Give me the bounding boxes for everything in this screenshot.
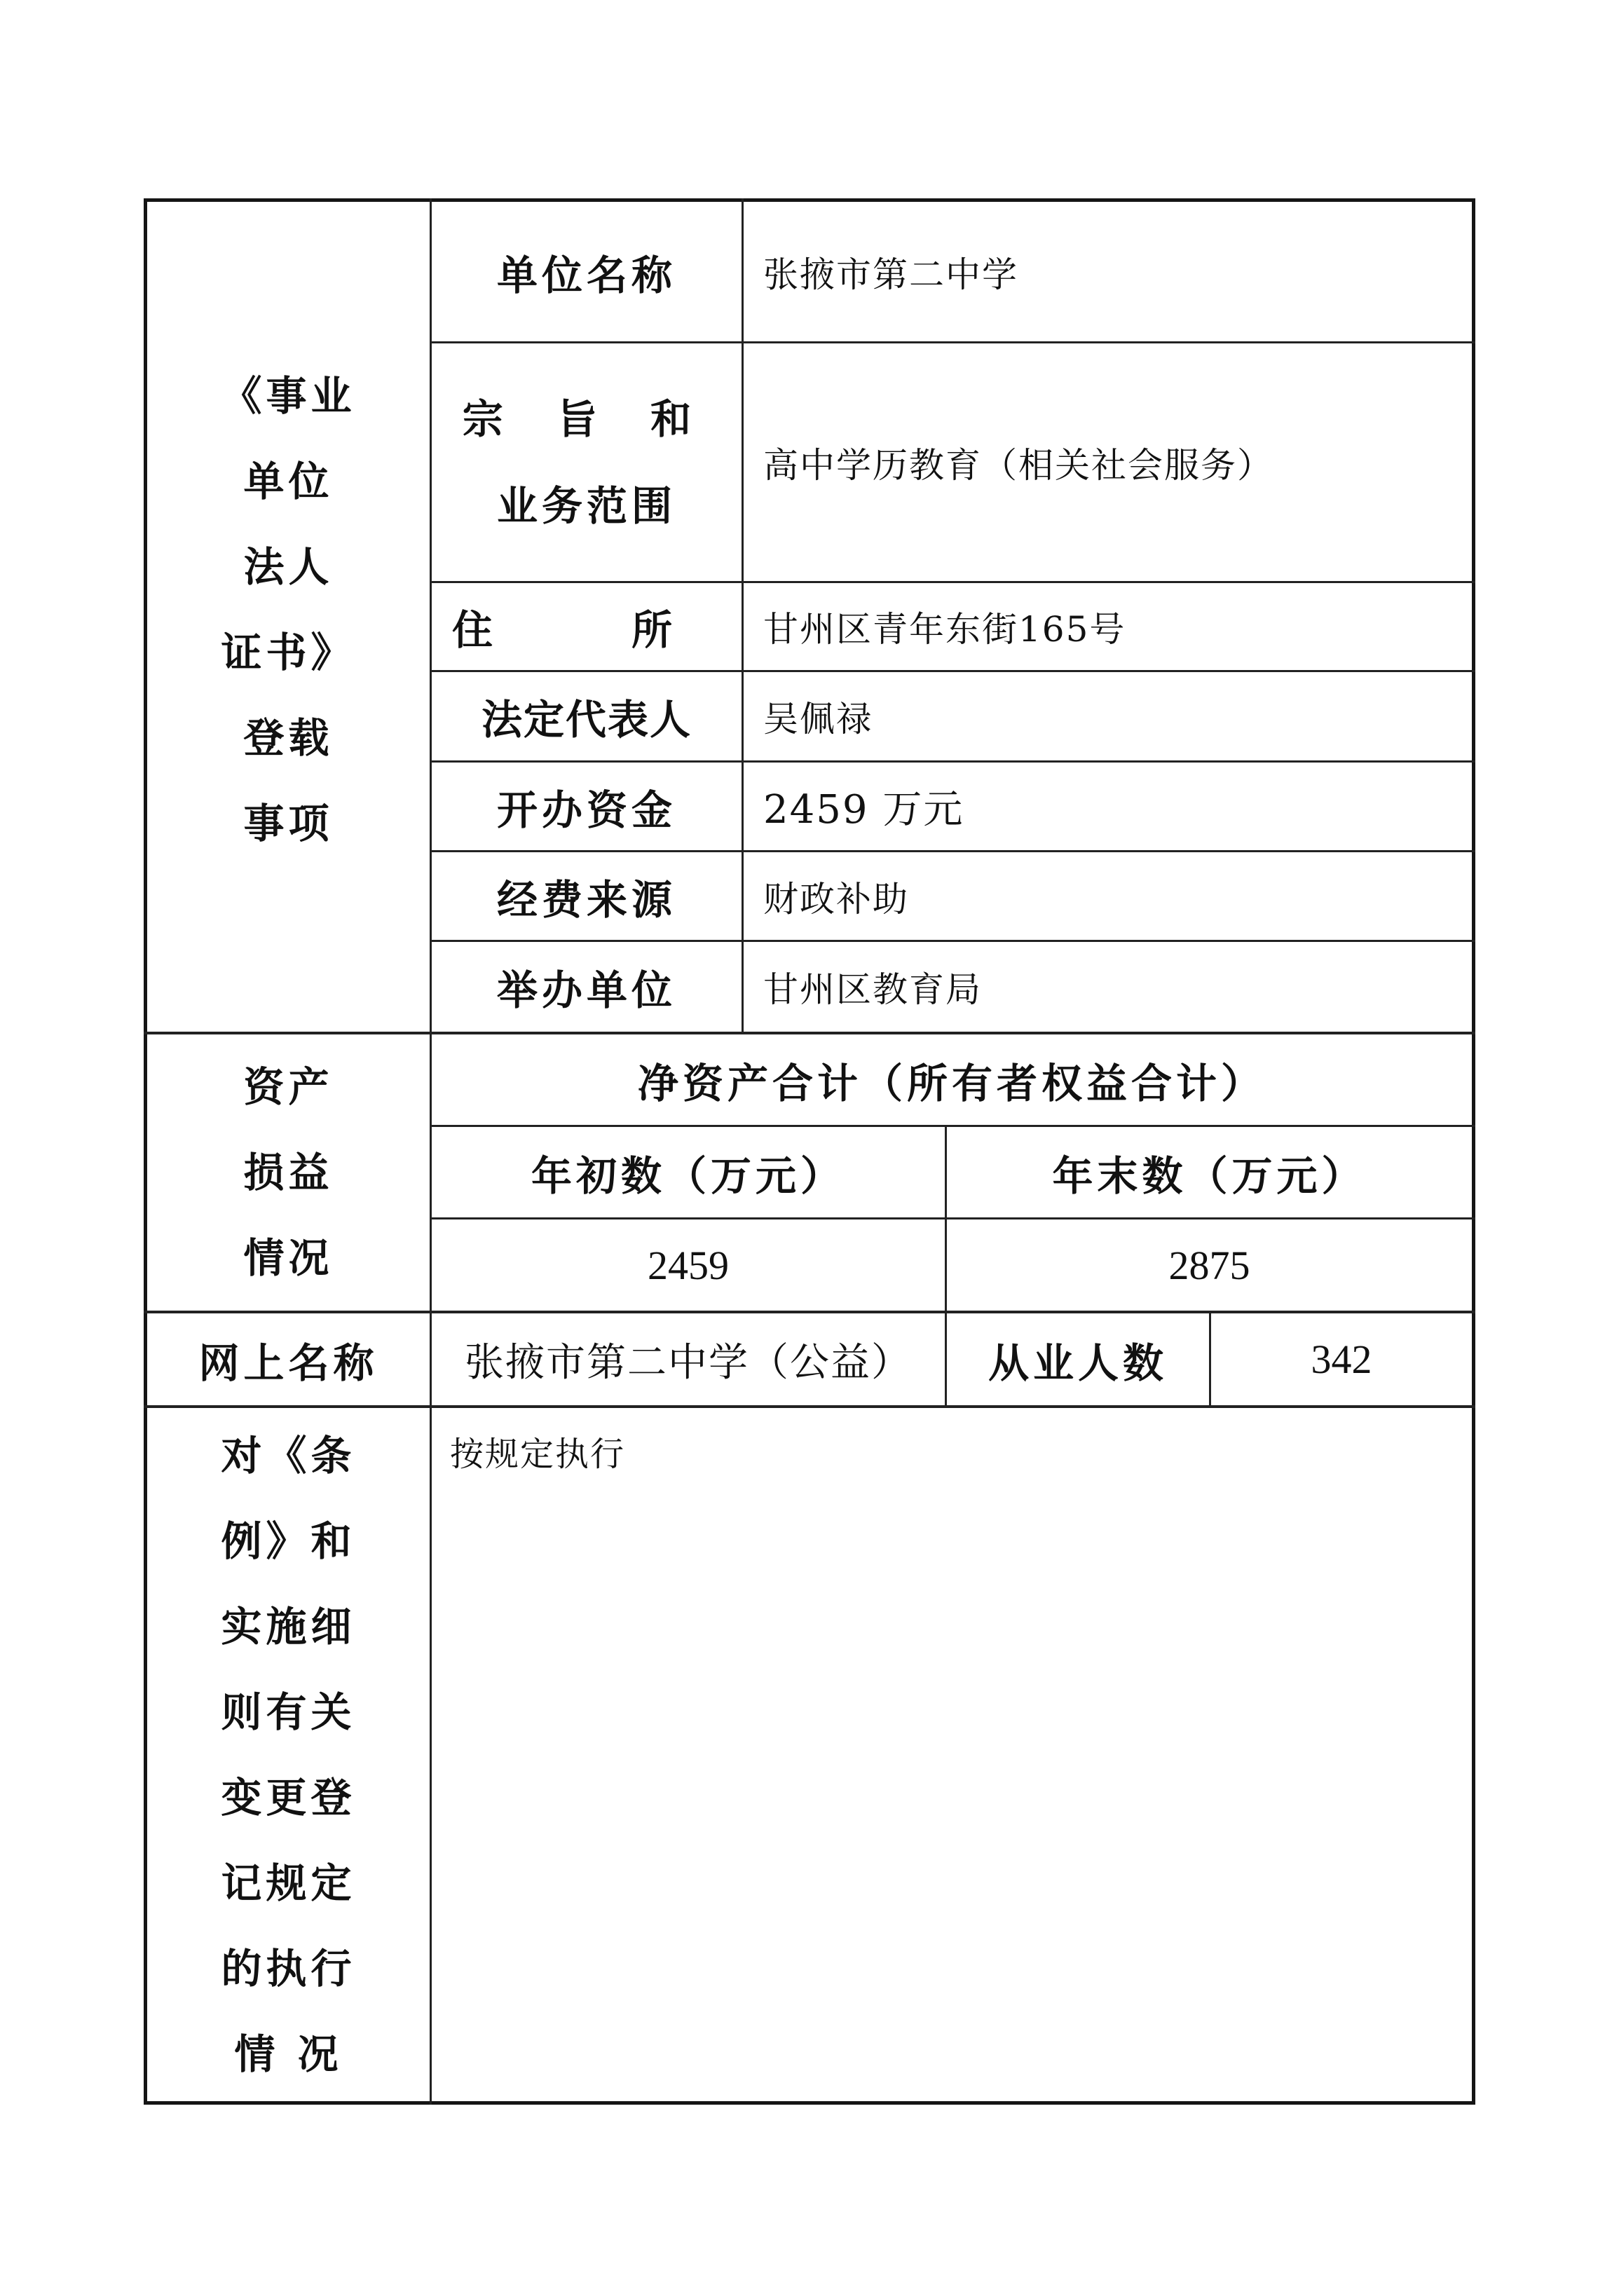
label-start-capital: 开办资金 [496, 786, 676, 834]
side-label-line: 实施细 [221, 1602, 356, 1651]
label-online-name: 网上名称 [198, 1339, 378, 1387]
side-label-line: 登载 [243, 714, 334, 762]
side-label-line: 事项 [243, 800, 334, 847]
side-label-line: 对《条 [221, 1431, 356, 1480]
value-start-capital: 2459 万元 [763, 786, 964, 833]
value-legal-representative: 吴佩禄 [763, 699, 873, 739]
value-compliance: 按规定执行 [450, 1434, 626, 1474]
side-label-line: 的执行 [221, 1944, 356, 1993]
label-purpose-line2: 业务范围 [496, 481, 676, 530]
assets-col-begin-label: 年初数（万元） [531, 1152, 845, 1200]
value-unit-name: 张掖市第二中学 [763, 254, 1018, 295]
side-label-line: 证书》 [221, 629, 356, 676]
assets-end-value: 2875 [1168, 1242, 1250, 1288]
side-label-line: 情况 [243, 1234, 334, 1282]
side-label-line: 资产 [243, 1063, 334, 1111]
value-sponsor: 甘州区教育局 [763, 969, 982, 1010]
label-unit-name: 单位名称 [496, 251, 676, 299]
label-purpose-scope [432, 343, 742, 581]
side-label-line: 情 况 [234, 2030, 343, 2078]
assets-col-end-label: 年末数（万元） [1052, 1152, 1367, 1200]
assets-begin-value: 2459 [648, 1242, 729, 1288]
label-purpose-line1: 宗 旨 和 [462, 395, 711, 443]
assets-header: 净资产合计（所有者权益合计） [637, 1059, 1266, 1107]
value-purpose-scope: 高中学历教育（相关社会服务） [763, 444, 1273, 486]
label-staff-count: 从业人数 [988, 1339, 1168, 1387]
side-label-line: 单位 [243, 458, 334, 505]
assets-side-label [147, 1034, 430, 1311]
side-label-line: 例》和 [221, 1517, 356, 1565]
value-address: 甘州区青年东街165号 [763, 609, 1126, 650]
label-address: 住 所 [451, 606, 721, 654]
value-staff-count: 342 [1311, 1337, 1372, 1382]
label-legal-representative: 法定代表人 [481, 696, 692, 744]
label-sponsor: 举办单位 [496, 966, 676, 1014]
label-funding-source: 经费来源 [496, 875, 676, 924]
side-label-line: 记规定 [221, 1859, 356, 1907]
value-online-name: 张掖市第二中学（公益） [465, 1339, 912, 1386]
side-label-line: 则有关 [221, 1688, 356, 1736]
value-funding-source: 财政补助 [763, 878, 909, 920]
compliance-side-label [147, 1408, 430, 2101]
side-label-line: 法人 [243, 543, 334, 591]
side-label-line: 损益 [243, 1149, 334, 1196]
side-label-line: 《事业 [221, 372, 356, 420]
side-label-line: 变更登 [221, 1773, 356, 1822]
certificate-side-label [147, 357, 430, 862]
